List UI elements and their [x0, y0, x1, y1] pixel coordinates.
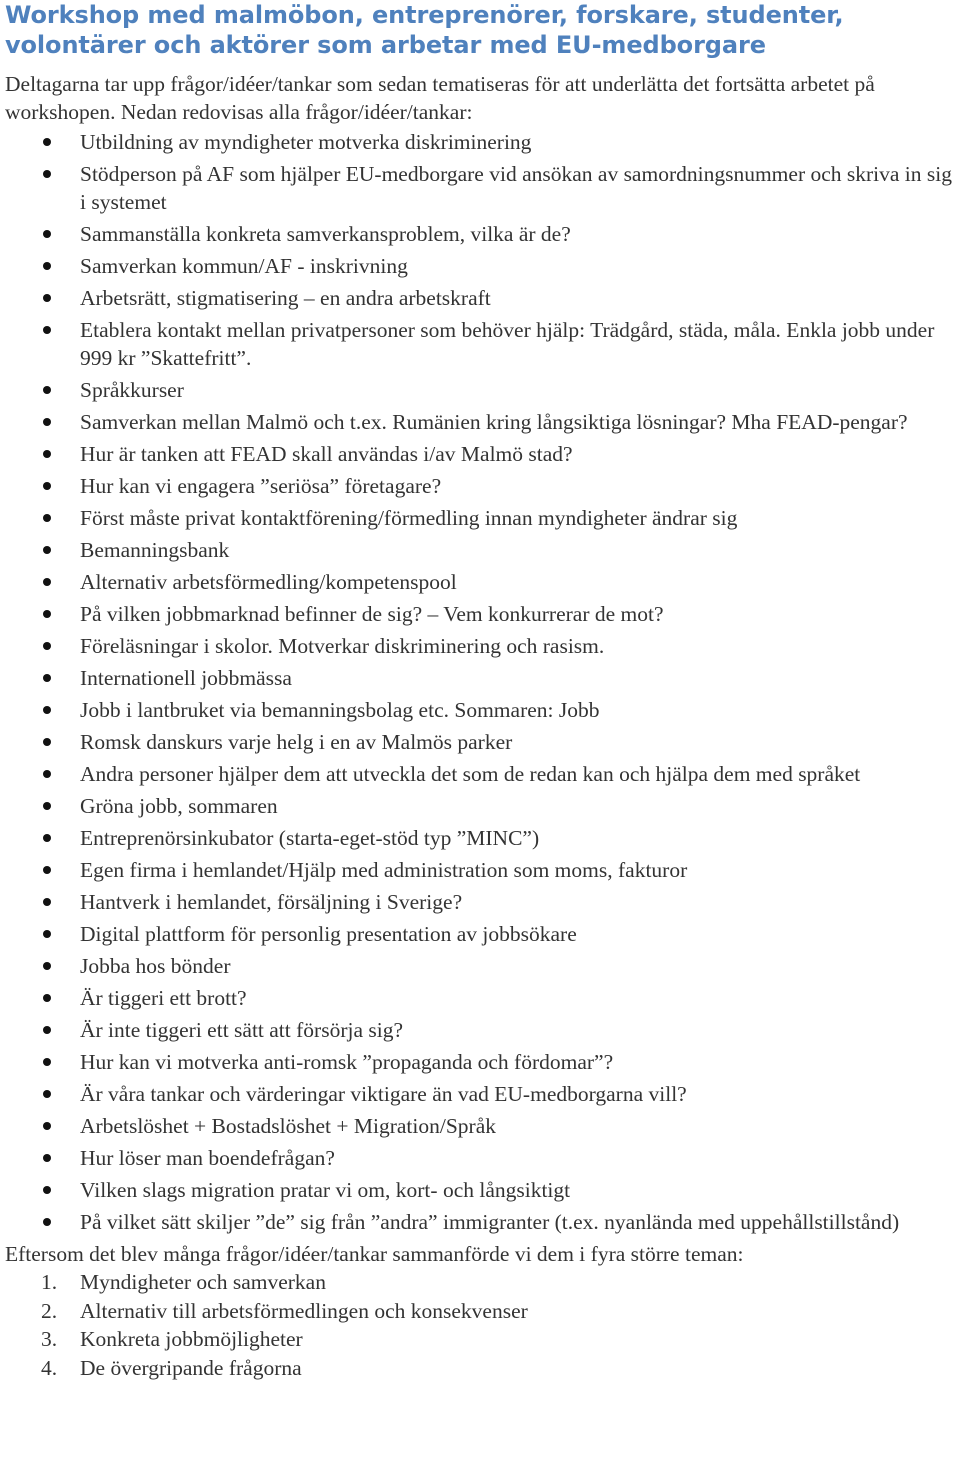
intro-paragraph: Deltagarna tar upp frågor/idéer/tankar som sedan tematiseras för att underlätta det fortsätta arbetet på workshopen. Nedan redovisas alla frågor/idéer/tankar: [5, 72, 875, 124]
theme-label: De övergripande frågorna [80, 1355, 302, 1380]
theme-number: 2. [41, 1298, 58, 1323]
theme-item [5, 1268, 960, 1297]
bullet-item: Språkkurser [5, 376, 960, 404]
document-page [5, 0, 960, 1382]
bullet-item: Föreläsningar i skolor. Motverkar diskriminering och rasism. [5, 632, 960, 660]
bullet-item: På vilken jobbmarknad befinner de sig? – Vem konkurrerar de mot? [5, 600, 960, 628]
bullet-item: Är tiggeri ett brott? [5, 984, 960, 1012]
page-title: Workshop med malmöbon, entreprenörer, forskare, studenter, volontärer och aktörer som arbetar med EU-medborgare [5, 1, 844, 59]
bullet-item: Är inte tiggeri ett sätt att försörja sig? [5, 1016, 960, 1044]
bullet-item: Entreprenörsinkubator (starta-eget-stöd typ ”MINC”) [5, 824, 960, 852]
bullet-item: Bemanningsbank [5, 536, 960, 564]
bullet-item: Utbildning av myndigheter motverka diskriminering [5, 128, 960, 156]
bullet-item: Vilken slags migration pratar vi om, kort- och långsiktigt [5, 1176, 960, 1204]
bullet-item: Är våra tankar och värderingar viktigare än vad EU-medborgarna vill? [5, 1080, 960, 1108]
bullet-item: Jobb i lantbruket via bemanningsbolag etc. Sommaren: Jobb [5, 696, 960, 724]
bullet-item: Digital plattform för personlig presentation av jobbsökare [5, 920, 960, 948]
bullet-item: Stödperson på AF som hjälper EU-medborgare vid ansökan av samordningsnummer och skriva in sig i systemet [5, 160, 960, 216]
bullet-item: Samverkan mellan Malmö och t.ex. Rumänien kring långsiktiga lösningar? Mha FEAD-pengar? [5, 408, 960, 436]
theme-number: 1. [41, 1270, 58, 1294]
bullet-item: Jobba hos bönder [5, 952, 960, 980]
bullet-item: Samverkan kommun/AF - inskrivning [5, 252, 960, 280]
theme-item [5, 1297, 960, 1326]
theme-number: 4. [41, 1355, 58, 1380]
themes-numbered-list [5, 1268, 960, 1382]
bullet-item: Arbetsrätt, stigmatisering – en andra arbetskraft [5, 284, 960, 312]
theme-label: Myndigheter och samverkan [80, 1270, 326, 1294]
theme-label: Alternativ till arbetsförmedlingen och konsekvenser [80, 1298, 528, 1323]
bullet-item: Romsk danskurs varje helg i en av Malmös parker [5, 728, 960, 756]
bullet-item: Alternativ arbetsförmedling/kompetenspool [5, 568, 960, 596]
bullet-item: Sammanställa konkreta samverkansproblem, vilka är de? [5, 220, 960, 248]
ideas-bullet-list [5, 128, 960, 1236]
theme-item [5, 1325, 960, 1354]
bullet-item: Gröna jobb, sommaren [5, 792, 960, 820]
bullet-item: Hur löser man boendefrågan? [5, 1144, 960, 1172]
bullet-item: Internationell jobbmässa [5, 664, 960, 692]
bullet-item: Etablera kontakt mellan privatpersoner som behöver hjälp: Trädgård, städa, måla. Enkla jobb under 999 kr ”Skattefritt”. [5, 316, 960, 372]
summary-paragraph: Eftersom det blev många frågor/idéer/tankar sammanförde vi dem i fyra större teman: [5, 1242, 744, 1266]
bullet-item: Hur kan vi engagera ”seriösa” företagare? [5, 472, 960, 500]
bullet-item: Egen firma i hemlandet/Hjälp med administration som moms, fakturor [5, 856, 960, 884]
bullet-item: Hur är tanken att FEAD skall användas i/av Malmö stad? [5, 440, 960, 468]
bullet-item: På vilket sätt skiljer ”de” sig från ”andra” immigranter (t.ex. nyanlända med uppehållstillstånd) [5, 1208, 960, 1236]
bullet-item: Arbetslöshet + Bostadslöshet + Migration/Språk [5, 1112, 960, 1140]
bullet-item: Först måste privat kontaktförening/förmedling innan myndigheter ändrar sig [5, 504, 960, 532]
bullet-item: Hantverk i hemlandet, försäljning i Sverige? [5, 888, 960, 916]
bullet-item: Hur kan vi motverka anti-romsk ”propaganda och fördomar”? [5, 1048, 960, 1076]
theme-label: Konkreta jobbmöjligheter [80, 1327, 303, 1352]
theme-number: 3. [41, 1327, 58, 1352]
bullet-item: Andra personer hjälper dem att utveckla det som de redan kan och hjälpa dem med språket [5, 760, 960, 788]
theme-item [5, 1354, 960, 1383]
